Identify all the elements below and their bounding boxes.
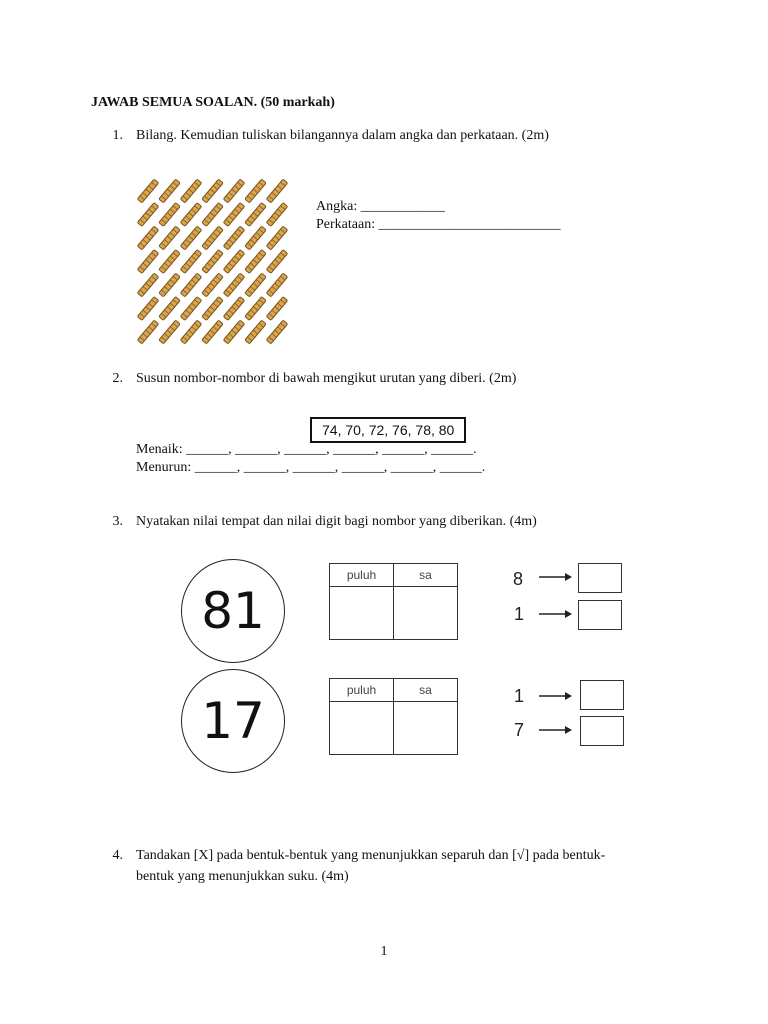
stick-icon bbox=[202, 273, 223, 297]
sticks-grid bbox=[136, 178, 292, 346]
stick-icon bbox=[266, 226, 287, 250]
stick-icon bbox=[223, 226, 244, 250]
digit-label: 1 bbox=[514, 686, 525, 706]
sa-header: sa bbox=[394, 679, 458, 702]
number-circle: 17 bbox=[181, 669, 285, 773]
stick-icon bbox=[223, 250, 244, 274]
stick-icon bbox=[202, 320, 223, 344]
question-3 bbox=[0, 514, 768, 534]
arrow-icon bbox=[539, 689, 573, 708]
question-3-text: Nyatakan nilai tempat dan nilai digit bagi nombor yang diberikan. (4m) bbox=[136, 514, 537, 529]
stick-icon bbox=[159, 226, 180, 250]
angka-answer-line: Angka: ____________ bbox=[316, 199, 445, 214]
puluh-header: puluh bbox=[330, 679, 394, 702]
stick-icon bbox=[202, 226, 223, 250]
stick-icon bbox=[223, 273, 244, 297]
stick-icon bbox=[180, 250, 201, 274]
puluh-header: puluh bbox=[330, 564, 394, 587]
question-1 bbox=[0, 128, 768, 148]
stick-icon bbox=[159, 203, 180, 227]
question-2 bbox=[0, 371, 768, 391]
counting-sticks-image bbox=[136, 178, 292, 346]
number-sequence-box: 74, 70, 72, 76, 78, 80 bbox=[310, 417, 466, 443]
stick-icon bbox=[159, 273, 180, 297]
stick-icon bbox=[266, 179, 287, 203]
stick-icon bbox=[266, 320, 287, 344]
perkataan-answer-line: Perkataan: __________________________ bbox=[316, 217, 561, 232]
stick-icon bbox=[223, 179, 244, 203]
stick-icon bbox=[245, 320, 266, 344]
stick-icon bbox=[245, 273, 266, 297]
sa-answer-cell[interactable] bbox=[394, 702, 458, 755]
stick-icon bbox=[245, 179, 266, 203]
digit-value-answer-box[interactable] bbox=[580, 680, 624, 710]
number-circle: 81 bbox=[181, 559, 285, 663]
arrow-icon bbox=[539, 723, 573, 742]
stick-icon bbox=[223, 203, 244, 227]
stick-icon bbox=[159, 250, 180, 274]
stick-icon bbox=[180, 297, 201, 321]
question-2-text: Susun nombor-nombor di bawah mengikut urutan yang diberi. (2m) bbox=[136, 371, 517, 386]
place-value-table bbox=[329, 678, 458, 755]
stick-icon bbox=[223, 297, 244, 321]
stick-icon bbox=[159, 320, 180, 344]
question-2-number: 2. bbox=[112, 371, 123, 386]
stick-icon bbox=[137, 297, 158, 321]
stick-icon bbox=[266, 273, 287, 297]
stick-icon bbox=[137, 273, 158, 297]
stick-icon bbox=[202, 297, 223, 321]
question-4-number: 4. bbox=[112, 848, 123, 863]
stick-icon bbox=[245, 297, 266, 321]
stick-icon bbox=[202, 179, 223, 203]
menurun-line: Menurun: ______, ______, ______, ______, ______, ______. bbox=[136, 460, 486, 475]
puluh-answer-cell[interactable] bbox=[330, 702, 394, 755]
stick-icon bbox=[266, 250, 287, 274]
place-value-table bbox=[329, 563, 458, 640]
page-number: 1 bbox=[380, 944, 388, 959]
digit-label: 7 bbox=[514, 720, 525, 740]
sa-header: sa bbox=[394, 564, 458, 587]
stick-icon bbox=[137, 250, 158, 274]
stick-icon bbox=[180, 273, 201, 297]
menaik-line: Menaik: ______, ______, ______, ______, ______, ______. bbox=[136, 442, 477, 457]
digit-label: 8 bbox=[513, 569, 524, 589]
stick-icon bbox=[137, 320, 158, 344]
stick-icon bbox=[202, 203, 223, 227]
stick-icon bbox=[137, 226, 158, 250]
question-4-text-line-2: bentuk yang menunjukkan suku. (4m) bbox=[136, 869, 349, 884]
digit-value-answer-box[interactable] bbox=[580, 716, 624, 746]
digit-value-answer-box[interactable] bbox=[578, 600, 622, 630]
puluh-answer-cell[interactable] bbox=[330, 587, 394, 640]
stick-icon bbox=[180, 179, 201, 203]
question-1-number: 1. bbox=[112, 128, 123, 143]
arrow-icon bbox=[539, 607, 573, 626]
stick-icon bbox=[159, 179, 180, 203]
sa-answer-cell[interactable] bbox=[394, 587, 458, 640]
question-4-text-line-1: Tandakan [X] pada bentuk-bentuk yang menunjukkan separuh dan [√] pada bentuk- bbox=[136, 848, 606, 863]
stick-icon bbox=[266, 297, 287, 321]
stick-icon bbox=[223, 320, 244, 344]
arrow-icon bbox=[539, 570, 573, 589]
stick-icon bbox=[245, 203, 266, 227]
stick-icon bbox=[137, 203, 158, 227]
stick-icon bbox=[245, 250, 266, 274]
stick-icon bbox=[202, 250, 223, 274]
stick-icon bbox=[245, 226, 266, 250]
stick-icon bbox=[180, 203, 201, 227]
stick-icon bbox=[137, 179, 158, 203]
digit-label: 1 bbox=[514, 604, 525, 624]
stick-icon bbox=[266, 203, 287, 227]
digit-value-answer-box[interactable] bbox=[578, 563, 622, 593]
stick-icon bbox=[180, 320, 201, 344]
section-heading: JAWAB SEMUA SOALAN. (50 markah) bbox=[91, 95, 335, 110]
stick-icon bbox=[180, 226, 201, 250]
question-3-number: 3. bbox=[112, 514, 123, 529]
stick-icon bbox=[159, 297, 180, 321]
question-4 bbox=[0, 848, 768, 868]
question-1-text: Bilang. Kemudian tuliskan bilangannya dalam angka dan perkataan. (2m) bbox=[136, 128, 549, 143]
